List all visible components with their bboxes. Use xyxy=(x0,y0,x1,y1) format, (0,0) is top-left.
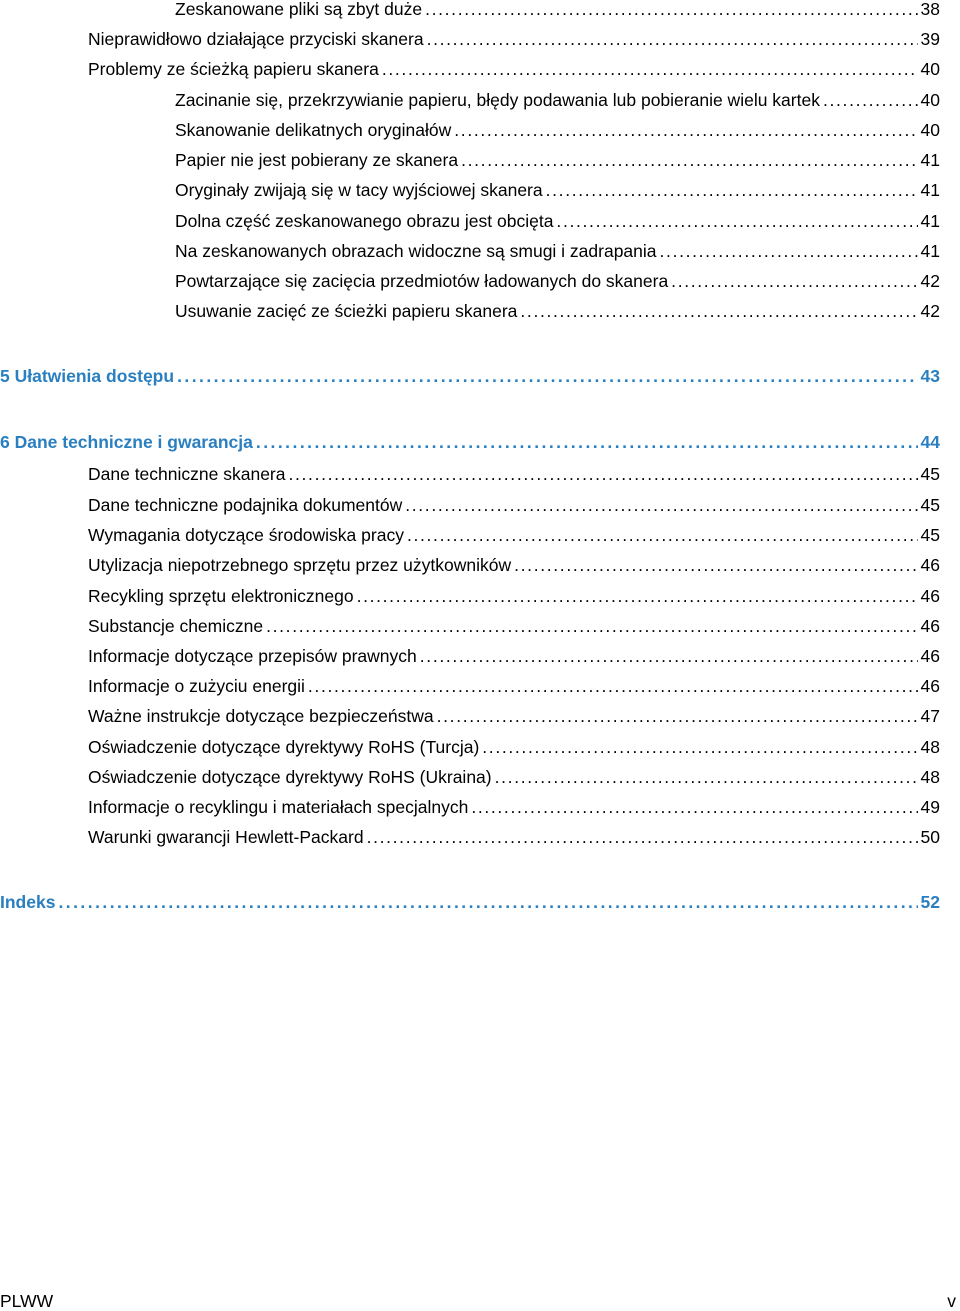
dot-leader xyxy=(308,674,918,698)
dot-leader xyxy=(660,239,918,263)
toc-entry[interactable] xyxy=(175,88,940,112)
footer-page-number: v xyxy=(947,1291,956,1311)
toc-entry-title: Dane techniczne skanera xyxy=(88,464,286,484)
toc-entry[interactable] xyxy=(88,27,940,51)
toc-entry-page: 42 xyxy=(920,271,940,291)
toc-entry[interactable] xyxy=(88,493,940,517)
toc-entry[interactable] xyxy=(88,704,940,728)
toc-entry[interactable] xyxy=(175,0,940,21)
toc-entry-title: Dolna część zeskanowanego obrazu jest obcięta xyxy=(175,211,554,231)
toc-entry[interactable] xyxy=(88,735,940,759)
toc-entry-title: Dane techniczne podajnika dokumentów xyxy=(88,495,403,515)
toc-entry-page: 50 xyxy=(920,827,940,847)
toc-entry-page: 45 xyxy=(920,495,940,515)
toc-entry-title: Informacje o recyklingu i materiałach specjalnych xyxy=(88,797,469,817)
toc-entry-page: 49 xyxy=(920,797,940,817)
toc-entry[interactable] xyxy=(175,118,940,142)
toc-entry[interactable] xyxy=(88,644,940,668)
toc-entry[interactable] xyxy=(88,795,940,819)
toc-entry[interactable] xyxy=(88,553,940,577)
dot-leader xyxy=(461,148,917,172)
toc-entry[interactable] xyxy=(88,765,940,789)
dot-leader xyxy=(514,553,917,577)
toc-entry-page: 47 xyxy=(920,706,940,726)
dot-leader xyxy=(420,644,918,668)
toc-entry[interactable] xyxy=(175,299,940,323)
toc-chapter-page: 44 xyxy=(920,432,940,452)
toc-chapter-title: Indeks xyxy=(0,892,56,912)
toc-entry-page: 46 xyxy=(920,586,940,606)
toc-entry[interactable] xyxy=(175,148,940,172)
toc-entry-title: Zacinanie się, przekrzywianie papieru, błędy podawania lub pobieranie wielu kartek xyxy=(175,90,820,110)
toc-entry-title: Usuwanie zacięć ze ścieżki papieru skanera xyxy=(175,301,518,321)
toc-chapter-index[interactable] xyxy=(0,890,940,914)
toc-entry[interactable] xyxy=(88,674,940,698)
toc-entry-title: Substancje chemiczne xyxy=(88,616,264,636)
toc-entry-page: 41 xyxy=(920,150,940,170)
toc-entry[interactable] xyxy=(88,57,940,81)
toc-entry-page: 46 xyxy=(920,646,940,666)
toc-chapter-page: 43 xyxy=(920,366,940,386)
dot-leader xyxy=(367,825,918,849)
toc-entry[interactable] xyxy=(88,584,940,608)
dot-leader xyxy=(58,890,917,914)
toc-entry-page: 41 xyxy=(920,211,940,231)
dot-leader xyxy=(405,493,917,517)
toc-chapter-specifications[interactable] xyxy=(0,430,940,454)
dot-leader xyxy=(407,523,918,547)
toc-entry-title: Oświadczenie dotyczące dyrektywy RoHS (Ukraina) xyxy=(88,767,492,787)
toc-chapter-title: 5 Ułatwienia dostępu xyxy=(0,366,175,386)
dot-leader xyxy=(256,430,918,454)
toc-entry-title: Oświadczenie dotyczące dyrektywy RoHS (Turcja) xyxy=(88,737,480,757)
toc-entry-page: 48 xyxy=(920,737,940,757)
toc-chapter-page: 52 xyxy=(920,892,940,912)
toc-entry-page: 40 xyxy=(920,59,940,79)
toc-entry[interactable] xyxy=(88,462,940,486)
toc-entry-title: Informacje o zużyciu energii xyxy=(88,676,305,696)
toc-entry-title: Powtarzające się zacięcia przedmiotów ładowanych do skanera xyxy=(175,271,669,291)
toc-entry-title: Na zeskanowanych obrazach widoczne są smugi i zadrapania xyxy=(175,241,657,261)
dot-leader xyxy=(437,704,918,728)
toc-entry-page: 48 xyxy=(920,767,940,787)
dot-leader xyxy=(266,614,917,638)
dot-leader xyxy=(177,364,917,388)
toc-entry-page: 42 xyxy=(920,301,940,321)
toc-entry-page: 46 xyxy=(920,555,940,575)
footer-language-code: PLWW xyxy=(0,1291,54,1311)
toc-entry-title: Skanowanie delikatnych oryginałów xyxy=(175,120,452,140)
toc-entry[interactable] xyxy=(175,209,940,233)
toc-entry[interactable] xyxy=(175,178,940,202)
dot-leader xyxy=(823,88,918,112)
dot-leader xyxy=(520,299,917,323)
dot-leader xyxy=(382,57,918,81)
dot-leader xyxy=(357,584,918,608)
toc-entry-title: Informacje dotyczące przepisów prawnych xyxy=(88,646,417,666)
toc-chapter-accessibility[interactable] xyxy=(0,364,940,388)
toc-entry-title: Nieprawidłowo działające przyciski skanera xyxy=(88,29,424,49)
dot-leader xyxy=(425,0,917,21)
toc-entry-title: Oryginały zwijają się w tacy wyjściowej skanera xyxy=(175,180,543,200)
toc-entry-page: 40 xyxy=(920,120,940,140)
toc-entry-title: Zeskanowane pliki są zbyt duże xyxy=(175,0,423,19)
dot-leader xyxy=(556,209,917,233)
toc-chapter-title: 6 Dane techniczne i gwarancja xyxy=(0,432,253,452)
toc-entry-title: Papier nie jest pobierany ze skanera xyxy=(175,150,459,170)
dot-leader xyxy=(546,178,918,202)
toc-entry-page: 39 xyxy=(920,29,940,49)
toc-entry-page: 46 xyxy=(920,676,940,696)
toc-entry-page: 41 xyxy=(920,241,940,261)
toc-entry-page: 40 xyxy=(920,90,940,110)
dot-leader xyxy=(471,795,917,819)
toc-entry-title: Wymagania dotyczące środowiska pracy xyxy=(88,525,404,545)
toc-entry[interactable] xyxy=(88,825,940,849)
toc-entry-title: Recykling sprzętu elektronicznego xyxy=(88,586,354,606)
toc-entry-title: Warunki gwarancji Hewlett-Packard xyxy=(88,827,364,847)
dot-leader xyxy=(482,735,917,759)
toc-entry-title: Problemy ze ścieżką papieru skanera xyxy=(88,59,379,79)
dot-leader xyxy=(495,765,918,789)
toc-entry-title: Ważne instrukcje dotyczące bezpieczeństwa xyxy=(88,706,434,726)
toc-entry[interactable] xyxy=(175,269,940,293)
toc-entry-page: 41 xyxy=(920,180,940,200)
dot-leader xyxy=(288,462,917,486)
toc-entry[interactable] xyxy=(88,523,940,547)
toc-entry-page: 45 xyxy=(920,525,940,545)
dot-leader xyxy=(454,118,917,142)
toc-entry-page: 46 xyxy=(920,616,940,636)
toc-entry-page: 45 xyxy=(920,464,940,484)
toc-entry[interactable] xyxy=(175,239,940,263)
dot-leader xyxy=(427,27,918,51)
dot-leader xyxy=(671,269,917,293)
toc-entry-title: Utylizacja niepotrzebnego sprzętu przez użytkowników xyxy=(88,555,512,575)
toc-entry-page: 38 xyxy=(920,0,940,19)
toc-entry[interactable] xyxy=(88,614,940,638)
